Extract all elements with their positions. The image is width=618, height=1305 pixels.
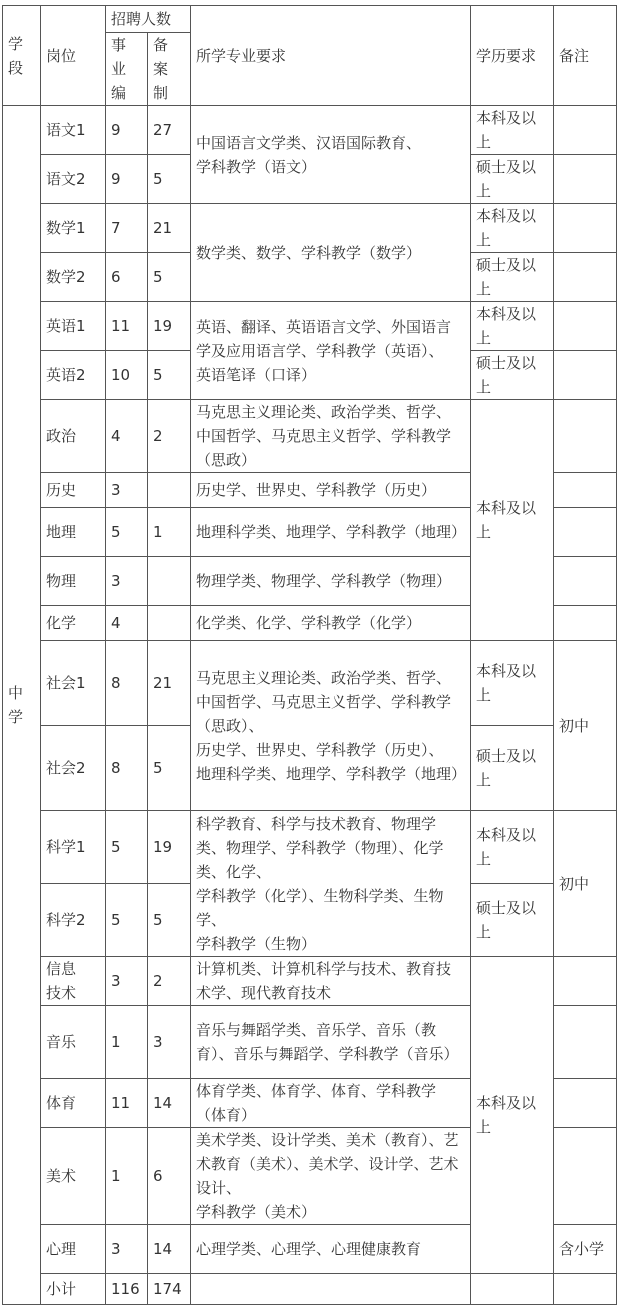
- subtotal-row: [3, 1274, 617, 1305]
- beian-cell: 21: [148, 204, 191, 253]
- shiye-cell: 7: [106, 204, 148, 253]
- edu-cell: 本科及以上: [471, 641, 554, 726]
- table-row: [3, 811, 617, 884]
- position-cell: 物理: [41, 557, 106, 606]
- major-cell: 物理学类、物理学、学科教学（物理）: [191, 557, 471, 606]
- major-cell: 美术学类、设计学类、美术（教育）、艺术教育（美术）、美术学、设计学、艺术设计、 学科教学（美术）: [191, 1128, 471, 1225]
- beian-cell: 21: [148, 641, 191, 726]
- note-cell: [554, 400, 617, 473]
- header-shiye: 事 业 编: [106, 33, 148, 106]
- position-cell: 美术: [41, 1128, 106, 1225]
- beian-cell: [148, 557, 191, 606]
- major-cell: 数学类、数学、学科教学（数学）: [191, 204, 471, 302]
- note-cell: 含小学: [554, 1225, 617, 1274]
- recruitment-table: [2, 5, 617, 1305]
- note-cell: [554, 473, 617, 508]
- edu-cell: 本科及以上: [471, 302, 554, 351]
- beian-cell: 5: [148, 884, 191, 957]
- edu-cell: 硕士及以上: [471, 351, 554, 400]
- shiye-cell: 1: [106, 1006, 148, 1079]
- major-cell: 体育学类、体育学、体育、学科教学（体育）: [191, 1079, 471, 1128]
- position-cell: 心理: [41, 1225, 106, 1274]
- note-cell: [554, 106, 617, 155]
- major-cell: 科学教育、科学与技术教育、物理学类、物理学、学科教学（物理）、化学类、化学、 学科教学（化学）、生物科学类、生物学、 学科教学（生物）: [191, 811, 471, 957]
- table-row: [3, 957, 617, 1006]
- beian-cell: [148, 473, 191, 508]
- edu-cell: 硕士及以上: [471, 155, 554, 204]
- note-cell: 初中: [554, 811, 617, 957]
- subtotal-label: 小计: [41, 1274, 106, 1305]
- header-stage: 学 段: [3, 6, 41, 106]
- header-education: 学历要求: [471, 6, 554, 106]
- shiye-cell: 5: [106, 508, 148, 557]
- position-cell: 历史: [41, 473, 106, 508]
- edu-cell: 硕士及以上: [471, 253, 554, 302]
- note-cell: [554, 253, 617, 302]
- beian-cell: 2: [148, 400, 191, 473]
- shiye-cell: 10: [106, 351, 148, 400]
- edu-cell: [471, 1274, 554, 1305]
- note-cell: [554, 1006, 617, 1079]
- beian-cell: 14: [148, 1225, 191, 1274]
- major-cell: 马克思主义理论类、政治学类、哲学、中国哲学、马克思主义哲学、学科教学（思政）: [191, 400, 471, 473]
- position-cell: 科学2: [41, 884, 106, 957]
- beian-cell: 19: [148, 302, 191, 351]
- shiye-cell: 8: [106, 726, 148, 811]
- table-row: [3, 204, 617, 253]
- shiye-cell: 5: [106, 811, 148, 884]
- edu-cell: 本科及以上: [471, 106, 554, 155]
- major-cell: 马克思主义理论类、政治学类、哲学、中国哲学、马克思主义哲学、学科教学（思政）、 历史学、世界史、学科教学（历史）、 地理科学类、地理学、学科教学（地理）: [191, 641, 471, 811]
- note-cell: [554, 1274, 617, 1305]
- shiye-cell: 9: [106, 155, 148, 204]
- major-cell: 计算机类、计算机科学与技术、教育技术学、现代教育技术: [191, 957, 471, 1006]
- note-cell: [554, 1079, 617, 1128]
- note-cell: [554, 302, 617, 351]
- position-cell: 地理: [41, 508, 106, 557]
- major-cell: 化学类、化学、学科教学（化学）: [191, 606, 471, 641]
- shiye-cell: 3: [106, 957, 148, 1006]
- beian-cell: 19: [148, 811, 191, 884]
- shiye-cell: 8: [106, 641, 148, 726]
- subtotal-shiye: 116: [106, 1274, 148, 1305]
- position-cell: 英语1: [41, 302, 106, 351]
- shiye-cell: 1: [106, 1128, 148, 1225]
- position-cell: 音乐: [41, 1006, 106, 1079]
- subtotal-beian: 174: [148, 1274, 191, 1305]
- header-beian: 备 案 制: [148, 33, 191, 106]
- note-cell: [554, 204, 617, 253]
- shiye-cell: 3: [106, 557, 148, 606]
- note-cell: [554, 351, 617, 400]
- edu-cell: 硕士及以上: [471, 726, 554, 811]
- beian-cell: 3: [148, 1006, 191, 1079]
- beian-cell: 5: [148, 351, 191, 400]
- position-cell: 社会1: [41, 641, 106, 726]
- table-row: [3, 641, 617, 726]
- note-cell: [554, 155, 617, 204]
- beian-cell: 27: [148, 106, 191, 155]
- note-cell: [554, 508, 617, 557]
- stage-cell: 中 学: [3, 106, 41, 1305]
- edu-cell: 本科及以上: [471, 204, 554, 253]
- position-cell: 数学1: [41, 204, 106, 253]
- position-cell: 语文1: [41, 106, 106, 155]
- header-quota: 招聘人数: [106, 6, 191, 33]
- beian-cell: 2: [148, 957, 191, 1006]
- shiye-cell: 5: [106, 884, 148, 957]
- edu-cell: 本科及以上: [471, 957, 554, 1274]
- header-position: 岗位: [41, 6, 106, 106]
- shiye-cell: 4: [106, 606, 148, 641]
- header-note: 备注: [554, 6, 617, 106]
- position-cell: 科学1: [41, 811, 106, 884]
- beian-cell: 6: [148, 1128, 191, 1225]
- major-cell: [191, 1274, 471, 1305]
- edu-cell: 硕士及以上: [471, 884, 554, 957]
- beian-cell: 1: [148, 508, 191, 557]
- major-cell: 音乐与舞蹈学类、音乐学、音乐（教育）、音乐与舞蹈学、学科教学（音乐）: [191, 1006, 471, 1079]
- shiye-cell: 4: [106, 400, 148, 473]
- note-cell: [554, 557, 617, 606]
- edu-cell: 本科及以上: [471, 811, 554, 884]
- beian-cell: 14: [148, 1079, 191, 1128]
- table-row: [3, 302, 617, 351]
- shiye-cell: 11: [106, 1079, 148, 1128]
- position-cell: 数学2: [41, 253, 106, 302]
- position-cell: 化学: [41, 606, 106, 641]
- note-cell: [554, 957, 617, 1006]
- position-cell: 社会2: [41, 726, 106, 811]
- shiye-cell: 9: [106, 106, 148, 155]
- beian-cell: 5: [148, 155, 191, 204]
- major-cell: 历史学、世界史、学科教学（历史）: [191, 473, 471, 508]
- beian-cell: 5: [148, 253, 191, 302]
- major-cell: 中国语言文学类、汉语国际教育、 学科教学（语文）: [191, 106, 471, 204]
- beian-cell: [148, 606, 191, 641]
- shiye-cell: 6: [106, 253, 148, 302]
- position-cell: 体育: [41, 1079, 106, 1128]
- position-cell: 英语2: [41, 351, 106, 400]
- header-major: 所学专业要求: [191, 6, 471, 106]
- shiye-cell: 3: [106, 473, 148, 508]
- position-cell: 政治: [41, 400, 106, 473]
- shiye-cell: 3: [106, 1225, 148, 1274]
- position-cell: 语文2: [41, 155, 106, 204]
- note-cell: 初中: [554, 641, 617, 811]
- table-row: [3, 106, 617, 155]
- table-row: [3, 400, 617, 473]
- major-cell: 心理学类、心理学、心理健康教育: [191, 1225, 471, 1274]
- position-cell: 信息 技术: [41, 957, 106, 1006]
- note-cell: [554, 1128, 617, 1225]
- major-cell: 地理科学类、地理学、学科教学（地理）: [191, 508, 471, 557]
- shiye-cell: 11: [106, 302, 148, 351]
- beian-cell: 5: [148, 726, 191, 811]
- major-cell: 英语、翻译、英语语言文学、外国语言学及应用语言学、学科教学（英语）、 英语笔译（口译）: [191, 302, 471, 400]
- note-cell: [554, 606, 617, 641]
- edu-cell: 本科及以上: [471, 400, 554, 641]
